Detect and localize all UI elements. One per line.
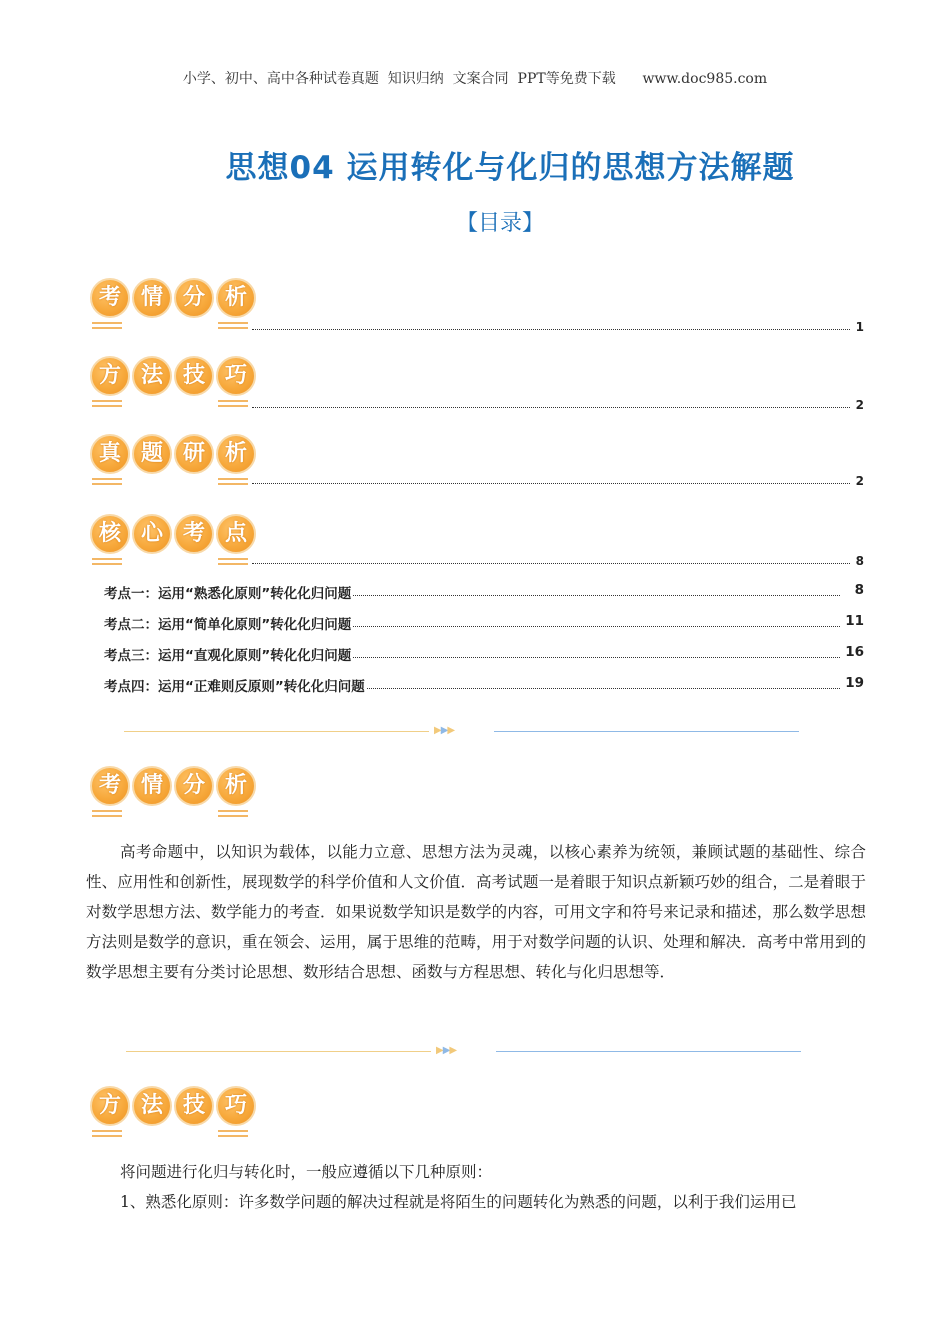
toc-subentry-label: 考点三：运用“直观化原则”转化化归问题 <box>104 644 353 664</box>
section-badge-fangfa: 方 法 技 巧 <box>88 1086 258 1142</box>
page-header: 小学、初中、高中各种试卷真题 知识归纳 文案合同 PPT等免费下载 www.doc985.com <box>182 71 768 87</box>
toc-subentry-1[interactable] <box>104 582 864 600</box>
toc-badge-fangfa[interactable]: 方 法 技 巧 <box>88 356 258 412</box>
toc-subentry-4[interactable] <box>104 675 864 693</box>
toc-page-number: 8 <box>855 554 864 568</box>
document-title: 思想04 运用转化与化归的思想方法解题 <box>225 150 795 186</box>
section1-paragraph: 高考命题中，以知识为载体，以能力立意、思想方法为灵魂，以核心素养为统领，兼顾试题的基础性、综合性、应用性和创新性，展现数学的科学价值和人文价值．高考试题一是着眼于知识点新颖巧妙的组合，二是着眼于对数学思想方法、数学能力的考查．如果说数学知识是数学的内容，可用文字和符号来记录和描述，那么数学思想方法则是数学的意识，重在领会、运用，属于思维的范畴，用于对数学问题的认识、处理和解决．高考中常用到的数学思想主要有分类讨论思想、数形结合思想、函数与方程思想、转化与化归思想等． <box>86 843 866 981</box>
toc-page-number: 1 <box>855 320 864 334</box>
toc-entry-kaoqing[interactable] <box>252 318 864 334</box>
toc-subentry-label: 考点一：运用“熟悉化原则”转化化归问题 <box>104 582 353 602</box>
section-divider: ▶▶▶ <box>126 1045 806 1057</box>
toc-page-number: 16 <box>845 644 864 660</box>
toc-badge-zhenti[interactable]: 真 题 研 析 <box>88 434 258 490</box>
toc-badge-hexin[interactable]: 核 心 考 点 <box>88 514 258 570</box>
toc-entry-fangfa[interactable] <box>252 396 864 412</box>
section-badge-kaoqing: 考 情 分 析 <box>88 766 258 822</box>
toc-entry-zhenti[interactable] <box>252 472 864 488</box>
toc-heading[interactable]: 【目录】 <box>455 211 544 236</box>
section2-paragraph: 将问题进行化归与转化时，一般应遵循以下几种原则： 1、熟悉化原则：许多数学问题的解决过程就是将陌生的问题转化为熟悉的问题，以利于我们运用已 <box>120 1163 797 1211</box>
toc-page-number: 8 <box>854 582 864 598</box>
toc-page-number: 19 <box>845 675 864 691</box>
toc-entry-hexin[interactable] <box>252 552 864 568</box>
section-divider: ▶▶▶ <box>124 725 804 737</box>
toc-subentry-3[interactable] <box>104 644 864 662</box>
toc-subentry-2[interactable] <box>104 613 864 631</box>
toc-page-number: 11 <box>845 613 864 629</box>
toc-badge-kaoqing[interactable]: 考 情 分 析 <box>88 278 258 334</box>
toc-subentry-label: 考点四：运用“正难则反原则”转化化归问题 <box>104 675 367 695</box>
toc-page-number: 2 <box>855 398 864 412</box>
toc-subentry-label: 考点二：运用“简单化原则”转化化归问题 <box>104 613 353 633</box>
toc-page-number: 2 <box>855 474 864 488</box>
